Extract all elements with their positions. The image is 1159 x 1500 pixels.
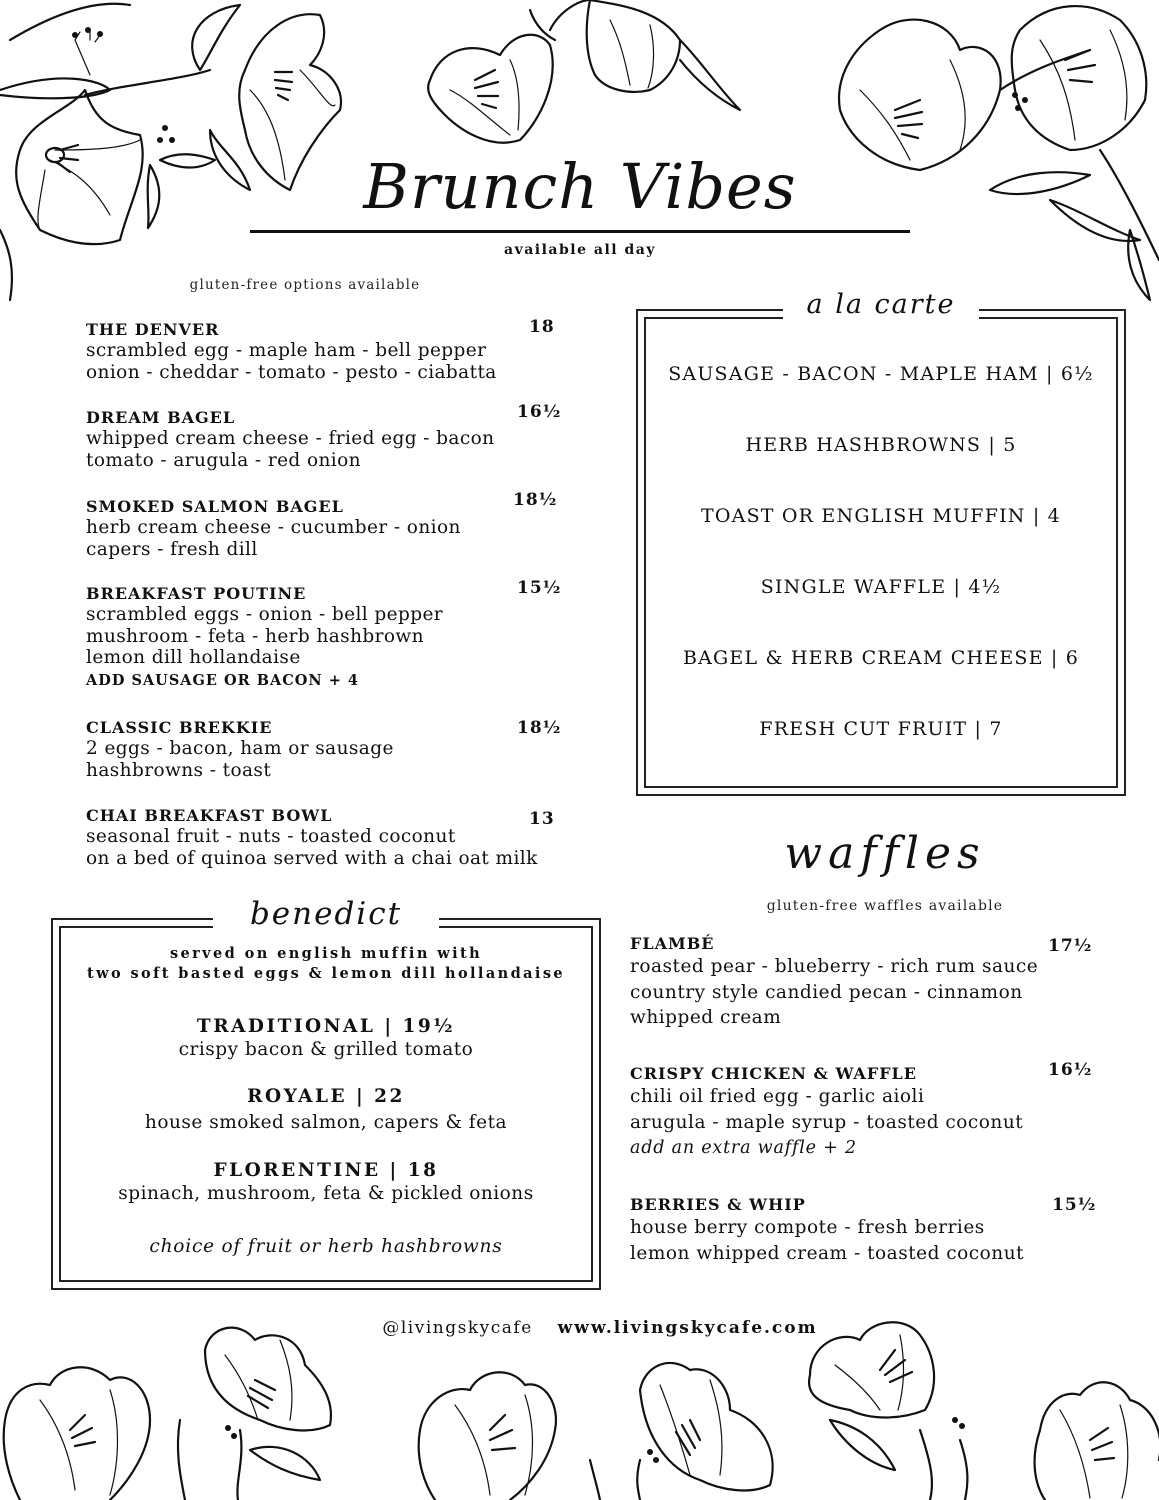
a-la-carte-item: SINGLE WAFFLE | 4½ (760, 576, 1002, 598)
benedict-note: two soft basted eggs & lemon dill hollandaise (86, 965, 566, 982)
benedict-item-name: FLORENTINE | 18 (213, 1160, 439, 1181)
benedict-item-description: crispy bacon & grilled tomato (178, 1039, 474, 1060)
benedict-item-description: house smoked salmon, capers & feta (144, 1112, 508, 1133)
item-price: 16½ (1048, 1060, 1093, 1080)
benedict-item-name: ROYALE | 22 (247, 1086, 405, 1107)
instagram-handle[interactable]: @livingskycafe (382, 1318, 533, 1338)
waffles-gluten-free-note: gluten-free waffles available (766, 898, 1004, 914)
menu-item-dream-bagel (86, 402, 576, 471)
item-name: THE DENVER (86, 320, 220, 339)
item-description: herb cream cheese - cucumber - onion (86, 517, 461, 538)
item-name: CLASSIC BREKKIE (86, 718, 273, 737)
benedict-box (51, 896, 601, 1290)
a-la-carte-item: HERB HASHBROWNS | 5 (745, 434, 1017, 456)
item-description: tomato - arugula - red onion (86, 449, 361, 471)
benedict-side-note: choice of fruit or herb hashbrowns (149, 1236, 503, 1257)
waffle-item-crispy-chicken (630, 1060, 1110, 1161)
a-la-carte-item: SAUSAGE - BACON - MAPLE HAM | 6½ (668, 363, 1094, 385)
item-price: 18½ (513, 490, 558, 510)
item-price: 17½ (1048, 936, 1093, 956)
item-description: whipped cream cheese - fried egg - bacon (86, 428, 495, 449)
item-description: country style candied pecan - cinnamon (630, 981, 1023, 1003)
waffles-title: waffles (784, 828, 986, 879)
item-name: FLAMBÉ (630, 934, 715, 953)
website-link[interactable]: www.livingskycafe.com (557, 1318, 818, 1338)
item-description: whipped cream (630, 1007, 782, 1028)
menu-title: Brunch Vibes (363, 150, 797, 223)
waffle-item-berries-whip (630, 1195, 1110, 1266)
item-description: 2 eggs - bacon, ham or sausage (86, 738, 394, 759)
item-addon: ADD SAUSAGE OR BACON + 4 (86, 671, 360, 689)
item-description: on a bed of quinoa served with a chai oat milk (86, 847, 538, 869)
item-description: capers - fresh dill (86, 538, 258, 560)
item-description: hashbrowns - toast (86, 759, 272, 781)
a-la-carte-box (636, 289, 1126, 796)
menu-item-the-denver (86, 317, 576, 383)
item-description: mushroom - feta - herb hashbrown (86, 625, 424, 647)
menu-subtitle: available all day (504, 242, 656, 258)
a-la-carte-item: FRESH CUT FRUIT | 7 (759, 718, 1003, 740)
item-price: 18 (529, 317, 555, 337)
item-name: CHAI BREAKFAST BOWL (86, 806, 333, 825)
floral-decoration-top-center-icon (420, 0, 760, 155)
benedict-item-description: spinach, mushroom, feta & pickled onions (118, 1183, 534, 1204)
item-price: 18½ (517, 718, 562, 738)
item-description: lemon whipped cream - toasted coconut (630, 1242, 1025, 1264)
menu-item-chai-breakfast-bowl (86, 806, 576, 869)
item-description: roasted pear - blueberry - rich rum sauce (630, 956, 1039, 977)
item-description: arugula - maple syrup - toasted coconut (630, 1111, 1024, 1133)
item-price: 13 (529, 809, 555, 829)
item-name: CRISPY CHICKEN & WAFFLE (630, 1064, 917, 1083)
item-price: 15½ (517, 578, 562, 598)
item-description: scrambled eggs - onion - bell pepper (86, 604, 444, 625)
benedict-title: benedict (213, 896, 439, 932)
menu-item-breakfast-poutine (86, 578, 576, 689)
gluten-free-note: gluten-free options available (189, 277, 421, 293)
a-la-carte-item: TOAST OR ENGLISH MUFFIN | 4 (701, 505, 1061, 527)
item-description: house berry compote - fresh berries (630, 1217, 985, 1238)
waffle-item-flambe (630, 934, 1110, 1031)
item-name: SMOKED SALMON BAGEL (86, 497, 344, 516)
item-description: scrambled egg - maple ham - bell pepper (86, 340, 487, 361)
menu-item-smoked-salmon-bagel (86, 490, 576, 560)
a-la-carte-title: a la carte (783, 289, 979, 320)
item-description: onion - cheddar - tomato - pesto - ciabatta (86, 361, 497, 383)
title-divider (250, 230, 910, 233)
item-name: BERRIES & WHIP (630, 1195, 806, 1214)
floral-decoration-bottom-icon (0, 1310, 1159, 1500)
item-price: 16½ (517, 402, 562, 422)
menu-item-classic-brekkie (86, 718, 576, 781)
item-addon: add an extra waffle + 2 (630, 1138, 857, 1158)
a-la-carte-item: BAGEL & HERB CREAM CHEESE | 6 (682, 647, 1080, 669)
item-price: 15½ (1052, 1195, 1097, 1215)
item-description: chili oil fried egg - garlic aioli (630, 1086, 925, 1107)
item-description: seasonal fruit - nuts - toasted coconut (86, 826, 456, 847)
item-name: DREAM BAGEL (86, 408, 236, 427)
item-name: BREAKFAST POUTINE (86, 584, 307, 603)
benedict-note: served on english muffin with (169, 945, 483, 962)
benedict-item-name: TRADITIONAL | 19½ (196, 1016, 456, 1037)
item-description: lemon dill hollandaise (86, 647, 301, 668)
